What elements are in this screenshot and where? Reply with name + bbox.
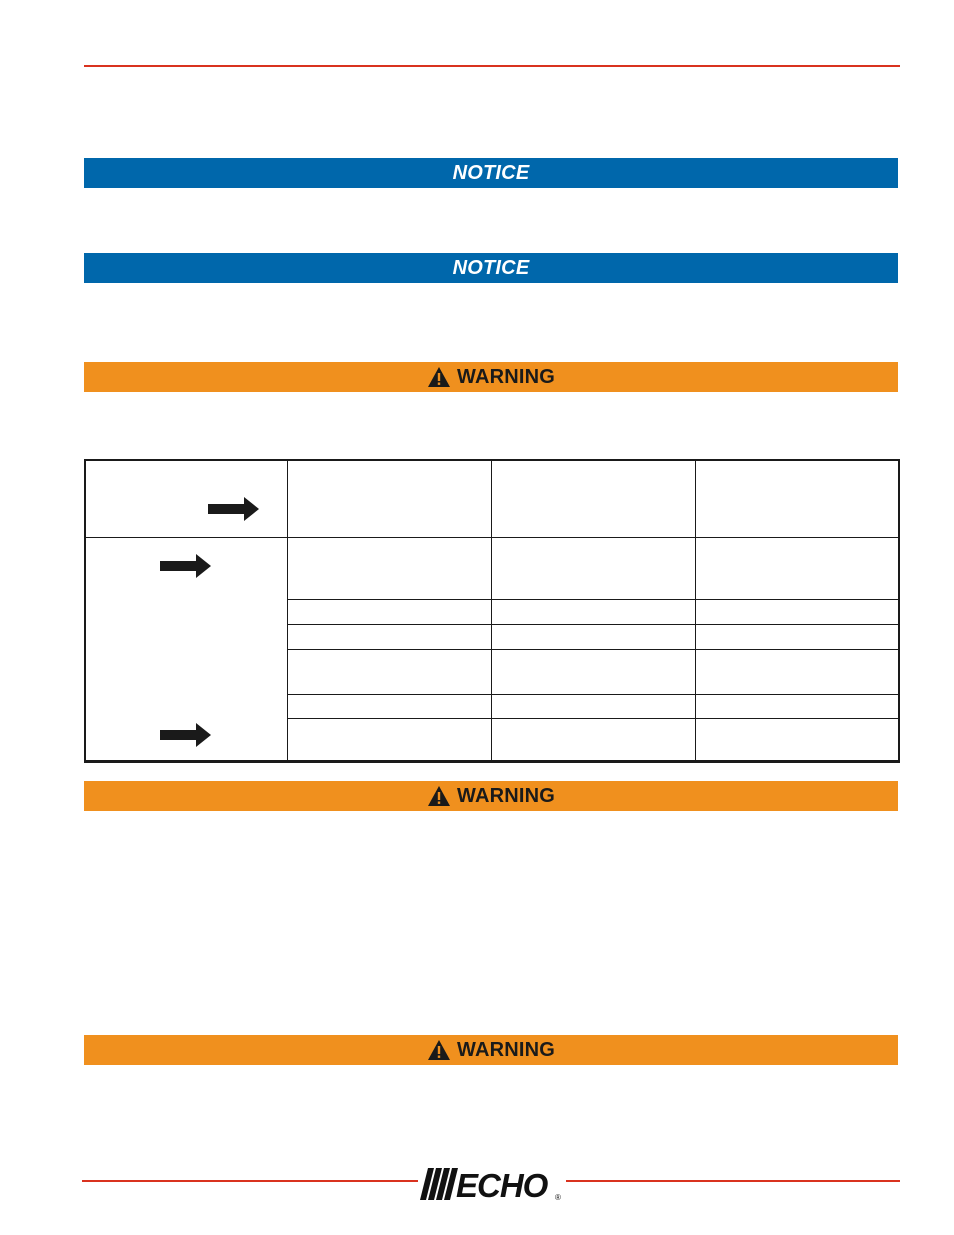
notice-banner-2: [84, 253, 898, 283]
warning-banner-3: [84, 1035, 898, 1065]
top-rule: [84, 65, 900, 67]
table-cell: [492, 718, 696, 760]
table-cell: [288, 649, 492, 694]
table-cell: [696, 649, 899, 694]
table-cell: [492, 538, 696, 600]
table-cell: [288, 624, 492, 649]
table-cell: [288, 600, 492, 624]
table-cell: [696, 600, 899, 624]
footer-rule-left: [82, 1180, 418, 1182]
right-arrow-icon: [160, 722, 212, 748]
table-cell: [492, 649, 696, 694]
echo-logo: [418, 1166, 564, 1202]
specification-table: [84, 459, 899, 761]
table-cell: [492, 600, 696, 624]
warning-banner-2: [84, 781, 898, 811]
table-cell: [492, 460, 696, 538]
table-cell: [288, 538, 492, 600]
warning-triangle-icon: [427, 785, 451, 807]
warning-banner-1: [84, 362, 898, 392]
warning-label: WARNING: [456, 784, 556, 807]
table-cell: [288, 460, 492, 538]
right-arrow-icon: [160, 553, 212, 579]
logo-wordmark: ECHO: [456, 1167, 548, 1202]
table-cell: [288, 694, 492, 718]
table-row: [85, 460, 899, 538]
warning-label: WARNING: [456, 365, 556, 388]
table-cell: [696, 718, 899, 760]
right-arrow-icon: [208, 496, 260, 522]
warning-triangle-icon: [427, 1039, 451, 1061]
warning-triangle-icon: [427, 366, 451, 388]
table-cell: [696, 538, 899, 600]
table-cell: [696, 460, 899, 538]
table-cell: [696, 694, 899, 718]
notice-label: NOTICE: [452, 256, 530, 279]
table-cell: [696, 624, 899, 649]
table-cell: [492, 694, 696, 718]
notice-banner-1: [84, 158, 898, 188]
registered-mark: ®: [555, 1193, 561, 1202]
notice-label: NOTICE: [452, 161, 530, 184]
footer-rule-right: [566, 1180, 900, 1182]
table-cell: [492, 624, 696, 649]
warning-label: WARNING: [456, 1038, 556, 1061]
table-cell: [288, 718, 492, 760]
